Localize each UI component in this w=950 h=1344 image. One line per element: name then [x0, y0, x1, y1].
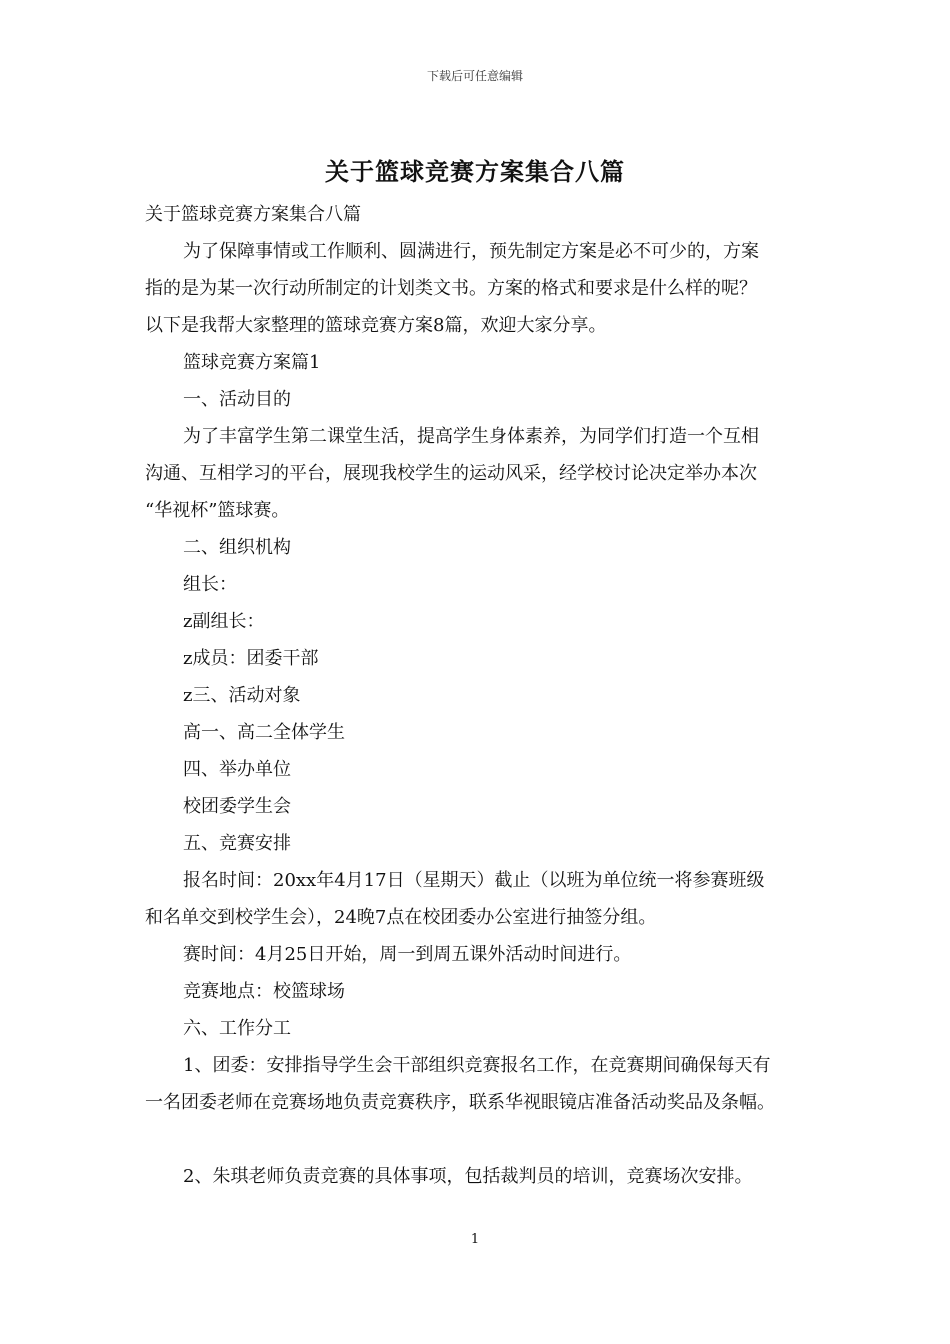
paragraph-line: 为了丰富学生第二课堂生活，提高学生身体素养，为同学们打造一个互相	[183, 426, 759, 447]
paragraph-line: 校团委学生会	[183, 796, 291, 817]
paragraph-line: z成员：团委干部	[183, 648, 319, 669]
section-heading: 二、组织机构	[183, 537, 291, 558]
section-heading: 一、活动目的	[183, 389, 291, 410]
paragraph-line: “华视杯”篮球赛。	[145, 500, 290, 521]
paragraph-spacer	[145, 1121, 813, 1158]
intro-paragraph-line: 以下是我帮大家整理的篮球竞赛方案8篇，欢迎大家分享。	[145, 315, 607, 336]
subtitle-line: 关于篮球竞赛方案集合八篇	[145, 204, 361, 225]
paragraph-line: 和名单交到校学生会），24晚7点在校团委办公室进行抽签分组。	[145, 907, 657, 928]
paragraph-line: 竞赛地点：校篮球场	[183, 981, 345, 1002]
section-heading: 六、工作分工	[183, 1018, 291, 1039]
section-heading: 五、竞赛安排	[183, 833, 291, 854]
paragraph-line: 高一、高二全体学生	[183, 722, 345, 743]
paragraph-line: 报名时间：20xx年4月17日（星期天）截止（以班为单位统一将参赛班级	[183, 870, 765, 891]
document-body	[145, 196, 813, 1195]
page-header-note: 下载后可任意编辑	[426, 69, 523, 83]
page-number: 1	[470, 1232, 480, 1247]
paragraph-line: 一名团委老师在竞赛场地负责竞赛秩序，联系华视眼镜店准备活动奖品及条幅。	[145, 1092, 775, 1113]
paragraph-line: 1、团委：安排指导学生会干部组织竞赛报名工作，在竞赛期间确保每天有	[183, 1055, 771, 1076]
document-title: 关于篮球竞赛方案集合八篇	[325, 157, 625, 186]
section-heading: 篮球竞赛方案篇1	[183, 352, 321, 373]
section-heading: 四、举办单位	[183, 759, 291, 780]
intro-paragraph-line: 为了保障事情或工作顺利、圆满进行，预先制定方案是必不可少的，方案	[183, 241, 759, 262]
paragraph-line: 沟通、互相学习的平台，展现我校学生的运动风采，经学校讨论决定举办本次	[145, 463, 757, 484]
paragraph-line: 赛时间：4月25日开始，周一到周五课外活动时间进行。	[183, 944, 632, 965]
intro-paragraph-line: 指的是为某一次行动所制定的计划类文书。方案的格式和要求是什么样的呢？	[145, 278, 757, 299]
paragraph-line: z副组长：	[183, 611, 265, 632]
paragraph-line: 2、朱琪老师负责竞赛的具体事项，包括裁判员的培训，竞赛场次安排。	[183, 1166, 753, 1187]
section-heading: z三、活动对象	[183, 685, 301, 706]
paragraph-line: 组长：	[183, 574, 237, 595]
